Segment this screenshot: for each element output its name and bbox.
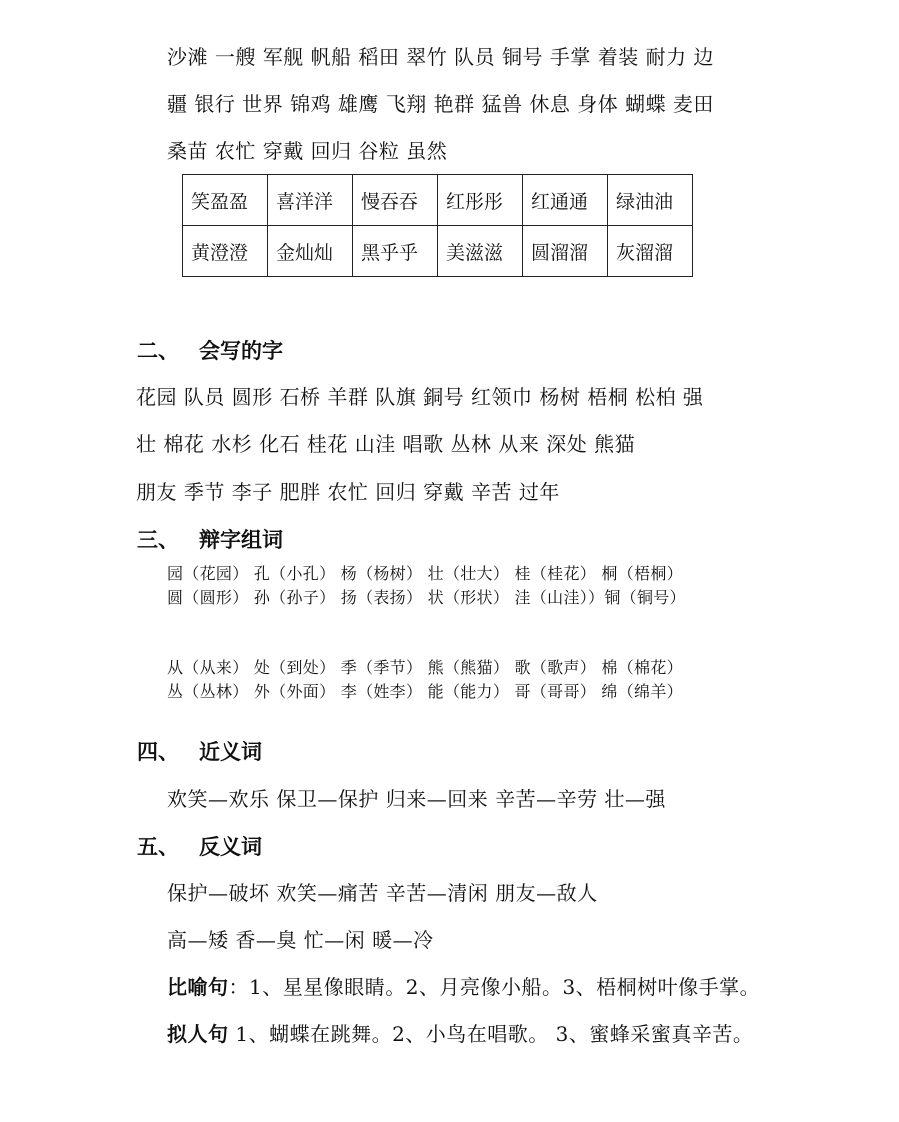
metaphor-text: ：1、星星像眼睛。2、月亮像小船。3、梧桐树叶像手掌。	[228, 975, 761, 999]
word-list-line-2: 疆 银行 世界 锦鸡 雄鹰 飞翔 艳群 猛兽 休息 身体 蝴蝶 麦田	[167, 92, 714, 116]
word-pairs-line: 从（从来） 处（到处） 季（季节） 熊（熊猫） 歌（歌声） 棉（棉花）	[167, 658, 683, 677]
table-cell: 红彤彤	[438, 175, 523, 226]
section-number: 五、	[137, 835, 179, 859]
table-cell: 金灿灿	[268, 226, 353, 277]
word-pairs-line: 园（花园） 孔（小孔） 杨（杨树） 壮（壮大） 桂（桂花） 桐（梧桐）	[167, 564, 683, 583]
section-title: 近义词	[199, 740, 262, 764]
word-pairs-line: 丛（丛林） 外（外面） 李（姓李） 能（能力） 哥（哥哥） 绵（绵羊）	[167, 682, 683, 701]
section-title: 反义词	[199, 835, 262, 859]
table-row	[183, 226, 693, 277]
table-cell: 美滋滋	[438, 226, 523, 277]
antonyms-line-1: 保护—破坏 欢笑—痛苦 辛苦—清闲 朋友—敌人	[167, 881, 598, 905]
writing-words-line-1: 花园 队员 圆形 石桥 羊群 队旗 銅号 红领巾 杨树 梧桐 松柏 强	[136, 385, 704, 409]
table-cell: 黄澄澄	[183, 226, 268, 277]
antonyms-line-2: 高—矮 香—臭 忙—闲 暖—冷	[167, 928, 434, 952]
word-list-line-3: 桑苗 农忙 穿戴 回归 谷粒 虽然	[167, 139, 448, 163]
table-cell: 笑盈盈	[183, 175, 268, 226]
section-number: 三、	[137, 528, 179, 552]
table-cell: 喜洋洋	[268, 175, 353, 226]
personification-text: 1、蝴蝶在跳舞。2、小鸟在唱歌。 3、蜜蜂采蜜真辛苦。	[228, 1022, 754, 1046]
section-title: 会写的字	[199, 339, 283, 363]
table-cell: 红通通	[523, 175, 608, 226]
section-number: 二、	[137, 339, 179, 363]
section-title: 辩字组词	[199, 528, 283, 552]
section-2-heading	[137, 338, 283, 364]
personification-sentences	[167, 1021, 753, 1047]
writing-words-line-3: 朋友 季节 李子 肥胖 农忙 回归 穿戴 辛苦 过年	[136, 480, 560, 504]
table-cell: 灰溜溜	[608, 226, 693, 277]
metaphor-sentences	[167, 974, 760, 1000]
metaphor-label: 比喻句	[167, 975, 229, 999]
table-cell: 慢吞吞	[353, 175, 438, 226]
table-cell: 黑乎乎	[353, 226, 438, 277]
synonyms-line: 欢笑—欢乐 保卫—保护 归来—回来 辛苦—辛劳 壮—强	[167, 787, 666, 811]
word-pairs-line: 圆（圆形） 孙（孙子） 扬（表扬） 状（形状） 洼（山洼））铜（铜号）	[167, 588, 686, 607]
section-number: 四、	[137, 740, 179, 764]
table-cell: 圆溜溜	[523, 226, 608, 277]
writing-words-line-2: 壮 棉花 水杉 化石 桂花 山洼 唱歌 丛林 从来 深处 熊猫	[136, 432, 636, 456]
reduplicated-words-table	[182, 174, 693, 277]
section-4-heading	[137, 739, 262, 765]
word-list-line-1: 沙滩 一艘 军舰 帆船 稻田 翠竹 队员 铜号 手掌 着装 耐力 边	[167, 45, 714, 69]
personification-label: 拟人句	[167, 1022, 229, 1046]
table-row	[183, 175, 693, 226]
table-cell: 绿油油	[608, 175, 693, 226]
section-3-heading	[137, 527, 283, 553]
section-5-heading	[137, 834, 262, 860]
